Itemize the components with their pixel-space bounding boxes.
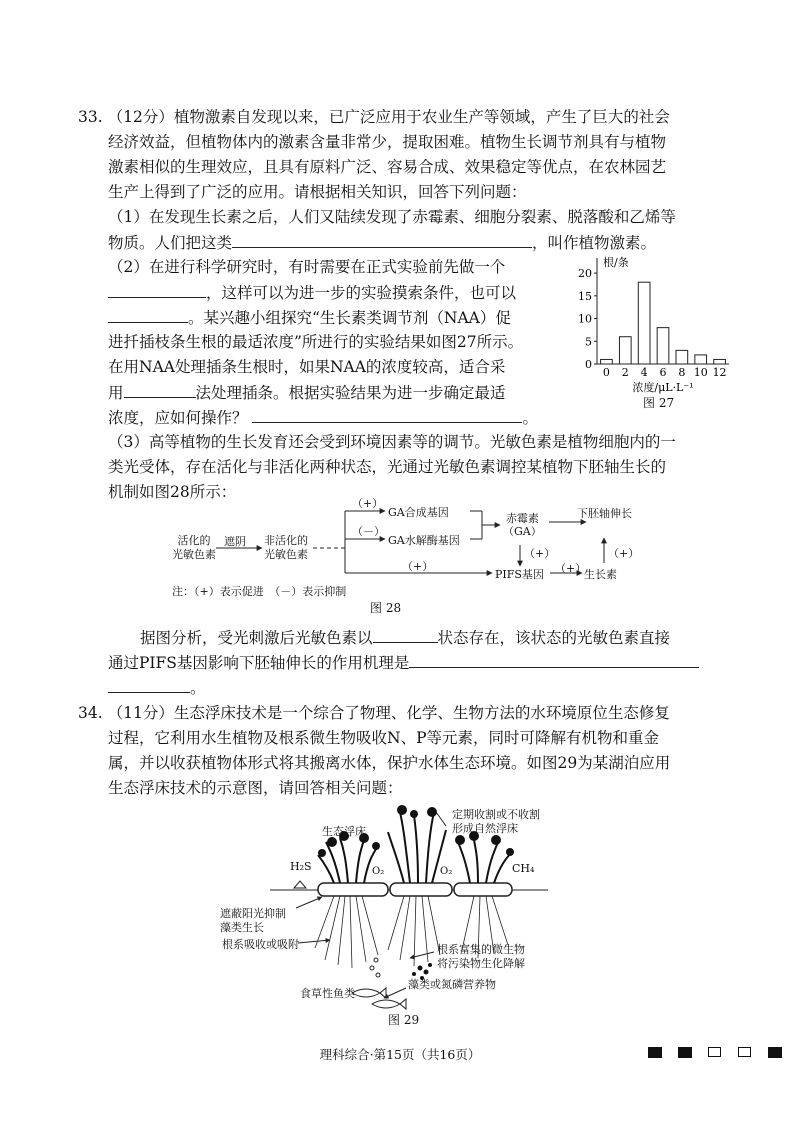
x-tick-label: 8 [678,366,686,379]
q33-sub1-line2: 物质。人们把这类 ，叫作植物激素。 [108,234,657,252]
q33-sub1-line1: （1）在发现生长素之后，人们又陆续发现了赤霉素、细胞分裂素、脱落酸和乙烯等 [108,208,676,226]
corner-mark-4 [738,1047,751,1057]
q33-sub2-line6: 用 法处理插条。根据实验结果为进一步确定最适 [108,384,506,402]
o2-label-right: O₂ [440,866,453,877]
q34-score: （11分） [107,704,174,722]
x-tick-label: 0 [602,366,610,379]
q34-line3: 属，并以收获植物体形式将其搬离水体，保护水体生态环境。如图29为某湖泊应用 [108,754,671,772]
q33-sub3-line5: 通过PIFS基因影响下胚轴伸长的作用机理是 [108,652,699,673]
algae-nutrients-label: 藻类或氮磷营养物 [408,978,496,991]
pifs-gene: PIFS基因 [495,568,544,581]
y-tick-label: 15 [578,289,592,303]
q33-score: （12分） [107,108,174,126]
q33-line4: 生产上得到了广泛的应用。请根据相关知识，回答下列问题： [108,183,527,201]
plus-sign-ga-pifs: （+） [524,547,556,560]
y-tick-label: 10 [578,312,592,326]
q33-sub3-line1: （3）高等植物的生长发育还会受到环境因素等的调节。光敏色素是植物细胞内的一 [108,433,676,451]
figure-28-caption: 图 28 [370,601,402,615]
page-footer: 理科综合·第15页（共16页） [319,1047,481,1062]
q33-sub2-line7: 浓度，应如何操作？ 。 [108,409,538,427]
q33-line3: 激素相似的生理效应，且具有原料广泛、容易合成、效果稳定等优点，在农林园艺 [108,158,667,176]
o2-label-left: O₂ [372,866,385,877]
corner-mark-3 [708,1047,721,1057]
x-tick-label: 12 [712,366,727,379]
y-tick-label: 5 [585,335,592,349]
q33-sub3-line2: 类光受体，存在活化与非活化两种状态，光通过光敏色素调控某植物下胚轴生长的 [108,458,667,476]
gas-bubbles [370,958,380,977]
x-tick-label: 2 [621,366,629,379]
corner-mark-5 [768,1047,782,1058]
x-tick-label: 6 [659,366,667,379]
q33-sub2-line5: 在用NAA处理插条生根时，如果NAA的浓度较高，适合采 [108,358,506,376]
x-tick-label: 4 [640,366,648,379]
q34-line1: 34. （11分）生态浮床技术是一个综合了物理、化学、生物方法的水环境原位生态修复 [78,704,670,722]
q33-sub3-line6: 。 [108,677,206,698]
q34-number: 34. [78,704,103,722]
q33-sub2-line1: （2）在进行科学研究时，有时需要在正式实验前先做一个 [108,258,506,276]
float-bed-label: 生态浮床 [322,825,366,838]
q34-line4: 生态浮床技术的示意图，请回答相关问题： [108,779,403,797]
auxin: 生长素 [584,568,617,581]
figure-29-caption: 图 29 [388,1013,420,1027]
microbe-label: 根系富集的微生物 将污染物生化降解 [437,943,525,970]
figure-27-caption: 图 27 [643,396,675,410]
q34-line2: 过程，它利用水生植物及根系微生物吸收N、P等元素，同时可降解有机物和重金 [108,729,659,747]
q33-sub3-line4: 据图分析，受光刺激后光敏色素以 状态存在，该状态的光敏色素直接 [140,629,671,647]
y-axis-label: 根/条 [603,256,629,269]
hypocotyl-elongation: 下胚轴伸长 [577,507,632,520]
shade-algae-label: 遮蔽阳光抑制 藻类生长 [220,907,286,934]
ga-synth-gene: GA合成基因 [388,506,449,519]
q33-sub2-line2: ，这样可以为进一步的实验摸索条件，也可以 [108,282,516,303]
q33-sub3-line3: 机制如图28所示： [108,483,237,501]
corner-mark-1 [648,1047,662,1058]
water-level-mark [294,881,306,888]
y-tick-label: 20 [578,267,592,281]
q33-sub2-line3: 。某兴趣小组探究“生长素类调节剂（NAA）促 [108,307,511,328]
x-axis-label: 浓度/μL·L⁻¹ [632,381,694,394]
figure-28-note: 注：（+）表示促进 （－）表示抑制 [172,585,347,598]
active-phytochrome: 活化的 光敏色素 [172,534,216,561]
gibberellin-ga: 赤霉素 （GA） [503,512,542,538]
fish-label: 食草性鱼类 [300,987,355,1000]
y-tick-label: 0 [585,358,592,371]
q33-line2: 经济效益，但植物体内的激素含量非常少，提取困难。植物生长调节剂具有与植物 [108,133,667,151]
q33-line1: 33. （12分）植物激素自发现以来，已广泛应用于农业生产等领域，产生了巨大的社会 [78,108,670,126]
plus-sign-auxin-hypocotyl: （+） [608,547,640,560]
corner-mark-2 [678,1047,692,1058]
inactive-phytochrome: 非活化的 光敏色素 [264,534,308,561]
shade-label: 遮阴 [224,535,246,548]
x-tick-label: 10 [693,366,708,379]
q33-number: 33. [78,108,103,126]
float-bed-rafts [318,883,512,896]
plus-sign-pifs-auxin: （+） [555,562,587,575]
plus-sign-ga-synth: （+） [352,497,384,510]
minus-sign-ga-hydrolase: （－） [352,525,385,538]
q33-sub2-line4: 进扦插枝条生根的最适浓度”所进行的实验结果如图27所示。 [108,333,524,351]
harvest-label: 定期收割或不收割 形成自然浮床 [452,808,540,835]
ch4-label: CH₄ [512,862,535,875]
root-absorb-label: 根系吸收或吸附 [222,938,299,951]
ga-hydrolase-gene: GA水解酶基因 [388,534,460,547]
plus-sign-pifs: （+） [402,560,434,573]
h2s-label: H₂S [290,860,312,873]
